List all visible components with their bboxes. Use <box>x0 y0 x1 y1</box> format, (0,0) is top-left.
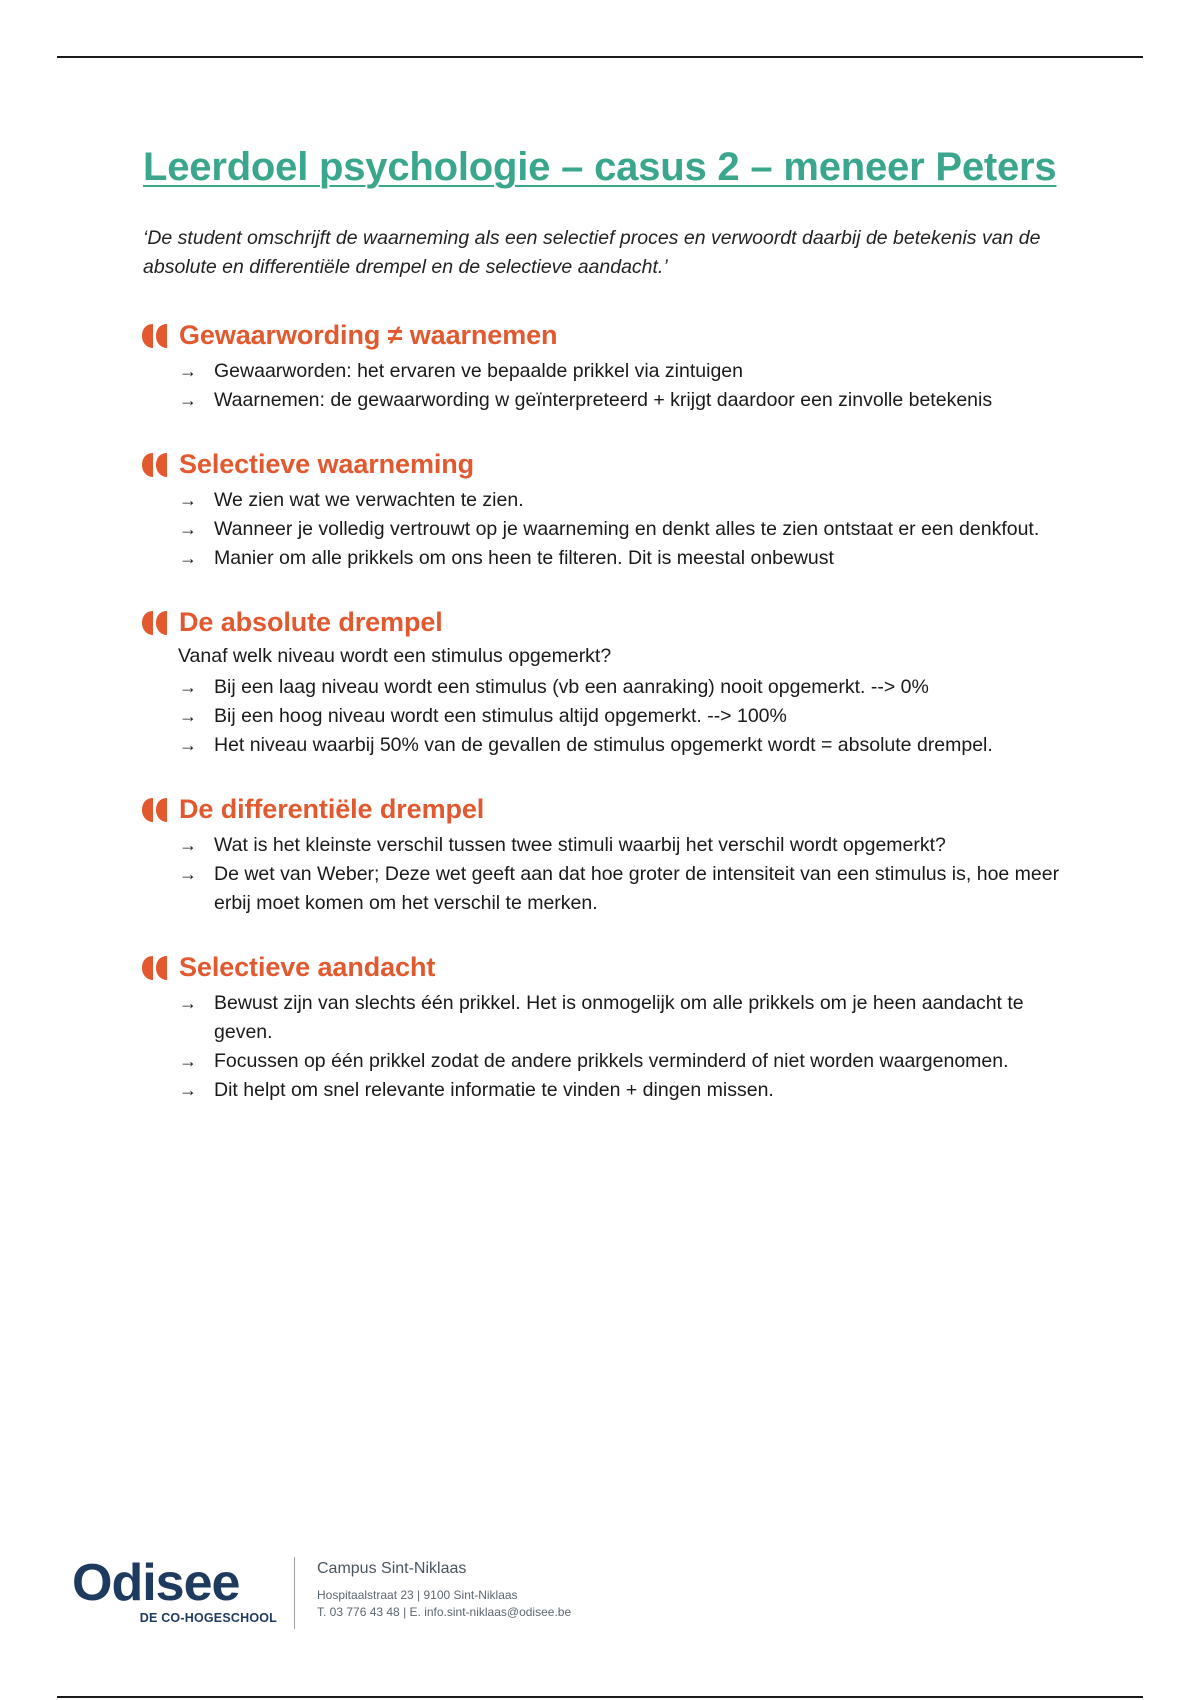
section-heading <box>140 952 1063 983</box>
list-item: → Het niveau waarbij 50% van de gevallen de stimulus opgemerkt wordt = absolute drempel. <box>179 731 1063 760</box>
list-item: → We zien wat we verwachten te zien. <box>179 486 1063 515</box>
section-title: De absolute drempel <box>179 607 443 637</box>
arrow-icon: → <box>179 1080 197 1100</box>
section-heading <box>140 607 1063 638</box>
arrow-icon: → <box>179 677 197 697</box>
list-item: → Wat is het kleinste verschil tussen twee stimuli waarbij het verschil wordt opgemerkt? <box>179 831 1063 860</box>
bullet-list <box>143 831 1063 918</box>
bullet-list <box>143 486 1063 573</box>
section-selectieve-waarneming <box>143 449 1063 573</box>
odisee-logo <box>72 1555 277 1625</box>
bullet-list <box>143 673 1063 760</box>
section-title: Selectieve aandacht <box>179 952 436 982</box>
page-title: Leerdoel psychologie – casus 2 – meneer Peters <box>143 145 1057 189</box>
arrow-icon: → <box>179 1051 197 1071</box>
section-heading <box>140 794 1063 825</box>
arrow-icon: → <box>179 864 197 884</box>
arrow-icon: → <box>179 835 197 855</box>
quote-icon <box>140 955 170 981</box>
quote-icon <box>140 323 170 349</box>
section-title: De differentiële drempel <box>179 794 485 824</box>
section-heading <box>140 320 1063 351</box>
list-item: → De wet van Weber; Deze wet geeft aan dat hoe groter de intensiteit van een stimulus is, hoe meer erbij moet komen om het verschil te merken. <box>179 860 1063 918</box>
list-item: → Wanneer je volledig vertrouwt op je waarneming en denkt alles te zien ontstaat er een denkfout. <box>179 515 1063 544</box>
list-item: → Bewust zijn van slechts één prikkel. Het is onmogelijk om alle prikkels om je heen aandacht te geven. <box>179 989 1063 1047</box>
section-title: Selectieve waarneming <box>179 449 475 479</box>
arrow-icon: → <box>179 993 197 1013</box>
section-gewaarwording <box>143 320 1063 415</box>
list-item: → Bij een laag niveau wordt een stimulus (vb een aanraking) nooit opgemerkt. --> 0% <box>179 673 1063 702</box>
arrow-icon: → <box>179 548 197 568</box>
section-absolute-drempel <box>143 607 1063 760</box>
arrow-icon: → <box>179 490 197 510</box>
arrow-icon: → <box>179 519 197 539</box>
section-heading <box>140 449 1063 480</box>
learning-goal-intro: ‘De student omschrijft de waarneming als een selectief proces en verwoordt daarbij de betekenis van de absolute en differentiële drempel en de selectieve aandacht.’ <box>143 227 1041 278</box>
list-item: → Dit helpt om snel relevante informatie te vinden + dingen missen. <box>179 1076 1063 1105</box>
bullet-list <box>143 989 1063 1105</box>
arrow-icon: → <box>179 735 197 755</box>
arrow-icon: → <box>179 706 197 726</box>
campus-info <box>317 1560 571 1621</box>
quote-icon <box>140 452 170 478</box>
bottom-rule <box>57 1696 1143 1698</box>
list-item: → Manier om alle prikkels om ons heen te filteren. Dit is meestal onbewust <box>179 544 1063 573</box>
list-item: → Bij een hoog niveau wordt een stimulus altijd opgemerkt. --> 100% <box>179 702 1063 731</box>
logo-subtitle: DE CO-HOGESCHOOL <box>139 1611 277 1625</box>
campus-contact: T. 03 776 43 48 | E. info.sint-niklaas@odisee.be <box>317 1605 572 1619</box>
section-differentiele-drempel <box>143 794 1063 918</box>
arrow-icon: → <box>179 390 197 410</box>
list-item: → Focussen op één prikkel zodat de andere prikkels verminderd of niet worden waargenomen. <box>179 1047 1063 1076</box>
logo-wordmark: Odisee <box>72 1554 240 1612</box>
footer <box>72 1555 772 1635</box>
campus-address: Hospitaalstraat 23 | 9100 Sint-Niklaas <box>317 1588 518 1602</box>
list-item: → Gewaarworden: het ervaren ve bepaalde prikkel via zintuigen <box>179 357 1063 386</box>
arrow-icon: → <box>179 361 197 381</box>
quote-icon <box>140 610 170 636</box>
bullet-list <box>143 357 1063 415</box>
section-lead: Vanaf welk niveau wordt een stimulus opgemerkt? <box>178 645 612 667</box>
top-rule <box>57 56 1143 58</box>
document-body <box>143 145 1063 1105</box>
campus-name: Campus Sint-Niklaas <box>317 1560 467 1577</box>
quote-icon <box>140 797 170 823</box>
footer-divider <box>294 1557 295 1629</box>
list-item: → Waarnemen: de gewaarwording w geïnterpreteerd + krijgt daardoor een zinvolle betekenis <box>179 386 1063 415</box>
section-selectieve-aandacht <box>143 952 1063 1105</box>
section-title: Gewaarwording ≠ waarnemen <box>179 320 558 350</box>
